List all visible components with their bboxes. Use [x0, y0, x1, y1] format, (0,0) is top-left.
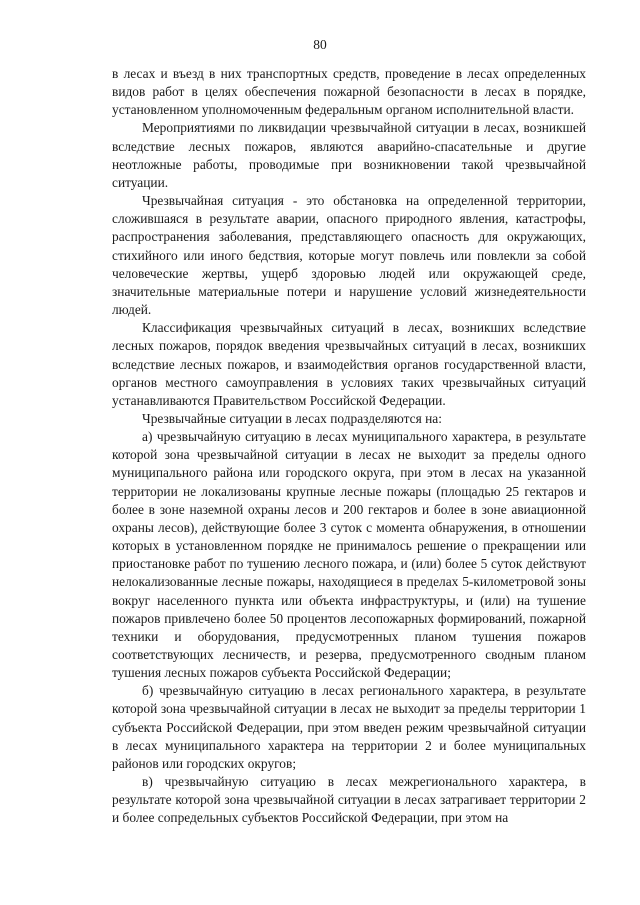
paragraph-interregional-emergency: в) чрезвычайную ситуацию в лесах межрегионального характера, в результате которой зона чрезвычайной ситуации в лесах затрагивает территории 2 и более сопредельных субъектов Российской Федерации, при этом на	[112, 774, 586, 826]
paragraph-forest-entry: в лесах и въезд в них транспортных средств, проведение в лесах определенных видов работ в целях обеспечения пожарной безопасности в лесах в порядке, установленном уполномоченным федеральным органом исполнительной власти.	[112, 66, 586, 118]
paragraph-subdivision-intro: Чрезвычайные ситуации в лесах подразделяются на:	[142, 410, 442, 426]
paragraph-regional-emergency: б) чрезвычайную ситуацию в лесах регионального характера, в результате которой зона чрезвычайной ситуации в лесах не выходит за пределы территории 1 субъекта Российской Федерации, при этом введен режим чрезвычайной ситуации в лесах муниципального характера на территории 2 и более муниципальных районов или городских округов;	[112, 683, 586, 771]
document-body	[112, 65, 586, 828]
paragraph-liquidation-measures: Мероприятиями по ликвидации чрезвычайной ситуации в лесах, возникшей вследствие лесных пожаров, являются аварийно-спасательные и другие неотложные работы, проводимые при возникновении такой чрезвычайной ситуации.	[112, 120, 586, 190]
paragraph-municipal-emergency: а) чрезвычайную ситуацию в лесах муниципального характера, в результате которой зона чрезвычайной ситуации в лесах не выходит за пределы одного муниципального района или городского округа, при этом в лесах на указанной территории не локализованы крупные лесные пожары (площадью 25 гектаров и более в зоне наземной охраны лесов и 200 гектаров и более в зоне авиационной охраны лесов), действующие более 3 суток с момента обнаружения, в отношении которых в установленном порядке не принималось решение о прекращении или приостановке работ по тушению лесного пожара, и (или) более 5 суток действуют нелокализованные лесные пожары, находящиеся в пределах 5-километровой зоны вокруг населенного пункта или объекта инфраструктуры, и (или) на тушение пожаров привлечено более 50 процентов лесопожарных формирований, пожарной техники и оборудования, предусмотренных планом тушения пожаров соответствующих лесничеств, и резерва, предусмотренного сводным планом тушения лесных пожаров субъекта Российской Федерации;	[112, 429, 586, 681]
paragraph-classification: Классификация чрезвычайных ситуаций в лесах, возникших вследствие лесных пожаров, порядок введения чрезвычайных ситуаций в лесах, возникших вследствие лесных пожаров, и взаимодействия органов государственной власти, органов местного самоуправления в условиях таких чрезвычайных ситуаций устанавливаются Правительством Российской Федерации.	[112, 320, 586, 408]
page-number: 80	[313, 37, 327, 52]
paragraph-emergency-definition: Чрезвычайная ситуация - это обстановка на определенной территории, сложившаяся в результате аварии, опасного природного явления, катастрофы, распространения заболевания, представляющего опасность для окружающих, стихийного или иного бедствия, которые могут повлечь или повлекли за собой человеческие жертвы, ущерб здоровью людей или окружающей среде, значительные материальные потери и нарушение условий жизнедеятельности людей.	[112, 193, 586, 318]
